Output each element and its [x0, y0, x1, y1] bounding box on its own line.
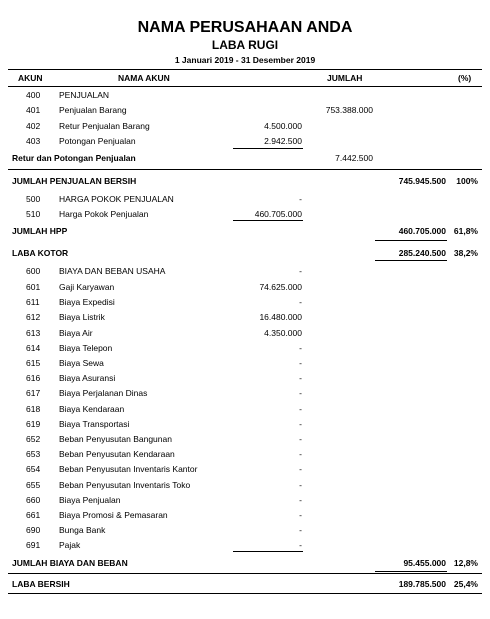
table-row [0, 121, 490, 133]
subtotal-rule [233, 220, 303, 221]
account-name: Retur Penjualan Barang [59, 121, 150, 131]
report-title: LABA RUGI [211, 38, 279, 52]
account-code: 618 [26, 404, 41, 414]
section-label: LABA KOTOR [12, 248, 69, 258]
table-row [0, 328, 490, 340]
section-label: JUMLAH PENJUALAN BERSIH [12, 176, 137, 186]
amount-detail: - [299, 464, 302, 474]
amount-detail: - [299, 297, 302, 307]
amount-detail: - [299, 343, 302, 353]
table-row [0, 558, 490, 570]
amount-detail: - [299, 510, 302, 520]
account-code: 660 [26, 495, 41, 505]
account-name: Biaya Perjalanan Dinas [59, 388, 148, 398]
amount-detail: - [299, 540, 302, 550]
header-bottom-rule [8, 86, 482, 87]
section-label: Retur dan Potongan Penjualan [12, 153, 136, 163]
account-code: 614 [26, 343, 41, 353]
table-row [0, 388, 490, 400]
percentage: 61,8% [453, 226, 478, 236]
account-name: Beban Penyusutan Inventaris Toko [59, 480, 191, 490]
account-name: Beban Penyusutan Kendaraan [59, 449, 175, 459]
account-name: Gaji Karyawan [59, 282, 115, 292]
table-row [0, 480, 490, 492]
column-header-jumlah: JUMLAH [327, 73, 363, 83]
amount-total: 745.945.500 [398, 176, 446, 186]
table-row [0, 194, 490, 206]
table-row [0, 312, 490, 324]
table-row [0, 495, 490, 507]
account-name: Biaya Listrik [59, 312, 105, 322]
amount-detail: - [299, 434, 302, 444]
amount-subtotal: 753.388.000 [325, 105, 373, 115]
account-name: Harga Pokok Penjualan [59, 209, 149, 219]
table-row [0, 153, 490, 165]
table-row [0, 105, 490, 117]
table-row [0, 297, 490, 309]
account-name: Beban Penyusutan Inventaris Kantor [59, 464, 198, 474]
table-row [0, 136, 490, 148]
table-row [0, 90, 490, 102]
table-row [0, 525, 490, 537]
account-name: Bunga Bank [59, 525, 106, 535]
subtotal-rule [233, 148, 303, 149]
account-code: 510 [26, 209, 41, 219]
amount-detail: - [299, 388, 302, 398]
account-code: 617 [26, 388, 41, 398]
section-divider [8, 573, 482, 574]
account-code: 661 [26, 510, 41, 520]
table-row [0, 358, 490, 370]
amount-total: 189.785.500 [398, 579, 446, 589]
amount-detail: - [299, 525, 302, 535]
column-header-percent: (%) [458, 73, 472, 83]
column-header-akun: AKUN [18, 73, 43, 83]
account-code: 655 [26, 480, 41, 490]
account-name: Biaya Telepon [59, 343, 113, 353]
table-row [0, 373, 490, 385]
account-name: PENJUALAN [59, 90, 110, 100]
account-code: 601 [26, 282, 41, 292]
column-header-nama-akun: NAMA AKUN [118, 73, 170, 83]
header-top-rule [8, 69, 482, 70]
account-code: 500 [26, 194, 41, 204]
amount-detail: 2.942.500 [264, 136, 302, 146]
amount-detail: - [299, 495, 302, 505]
table-row [0, 464, 490, 476]
amount-total: 95.455.000 [403, 558, 446, 568]
table-row [0, 176, 490, 188]
account-code: 402 [26, 121, 41, 131]
table-row [0, 248, 490, 260]
section-label: LABA BERSIH [12, 579, 70, 589]
account-name: Penjualan Barang [59, 105, 127, 115]
amount-detail: - [299, 419, 302, 429]
account-name: Biaya Kendaraan [59, 404, 125, 414]
percentage: 100% [456, 176, 478, 186]
account-code: 400 [26, 90, 41, 100]
account-name: Pajak [59, 540, 81, 550]
amount-detail: 460.705.000 [254, 209, 302, 219]
amount-subtotal: 7.442.500 [335, 153, 373, 163]
account-code: 691 [26, 540, 41, 550]
account-name: Biaya Air [59, 328, 93, 338]
table-row [0, 282, 490, 294]
table-row [0, 579, 490, 591]
report-period: 1 Januari 2019 - 31 Desember 2019 [174, 55, 316, 65]
account-name: Biaya Expedisi [59, 297, 115, 307]
section-label: JUMLAH HPP [12, 226, 68, 236]
percentage: 38,2% [453, 248, 478, 258]
account-name: BIAYA DAN BEBAN USAHA [59, 266, 166, 276]
amount-detail: 16.480.000 [259, 312, 302, 322]
table-row [0, 266, 490, 278]
total-rule [375, 260, 447, 261]
amount-total: 285.240.500 [398, 248, 446, 258]
account-name: Biaya Transportasi [59, 419, 130, 429]
account-code: 615 [26, 358, 41, 368]
company-name: NAMA PERUSAHAAN ANDA [137, 19, 353, 36]
account-code: 403 [26, 136, 41, 146]
account-code: 652 [26, 434, 41, 444]
percentage: 12,8% [453, 558, 478, 568]
table-row [0, 226, 490, 238]
amount-detail: - [299, 404, 302, 414]
amount-detail: - [299, 266, 302, 276]
amount-detail: - [299, 373, 302, 383]
account-name: Potongan Penjualan [59, 136, 136, 146]
account-name: Biaya Sewa [59, 358, 104, 368]
account-name: Beban Penyusutan Bangunan [59, 434, 172, 444]
table-row [0, 449, 490, 461]
subtotal-rule [233, 551, 303, 552]
account-code: 653 [26, 449, 41, 459]
table-row [0, 419, 490, 431]
account-name: Biaya Promosi & Pemasaran [59, 510, 168, 520]
amount-total: 460.705.000 [398, 226, 446, 236]
amount-detail: - [299, 194, 302, 204]
account-code: 616 [26, 373, 41, 383]
amount-detail: 4.350.000 [264, 328, 302, 338]
account-code: 613 [26, 328, 41, 338]
account-code: 654 [26, 464, 41, 474]
amount-detail: - [299, 449, 302, 459]
table-row [0, 343, 490, 355]
footer-rule [8, 593, 482, 594]
section-label: JUMLAH BIAYA DAN BEBAN [12, 558, 128, 568]
account-code: 690 [26, 525, 41, 535]
account-name: Biaya Asuransi [59, 373, 116, 383]
total-rule [375, 240, 447, 241]
account-code: 612 [26, 312, 41, 322]
amount-detail: 4.500.000 [264, 121, 302, 131]
total-rule [375, 571, 447, 572]
account-name: Biaya Penjualan [59, 495, 121, 505]
table-row [0, 404, 490, 416]
account-code: 611 [26, 297, 40, 307]
amount-detail: - [299, 480, 302, 490]
table-row [0, 510, 490, 522]
amount-detail: 74.625.000 [259, 282, 302, 292]
account-name: HARGA POKOK PENJUALAN [59, 194, 174, 204]
table-row [0, 434, 490, 446]
account-code: 401 [26, 105, 41, 115]
account-code: 619 [26, 419, 41, 429]
section-divider [8, 169, 482, 170]
percentage: 25,4% [453, 579, 478, 589]
amount-detail: - [299, 358, 302, 368]
account-code: 600 [26, 266, 41, 276]
